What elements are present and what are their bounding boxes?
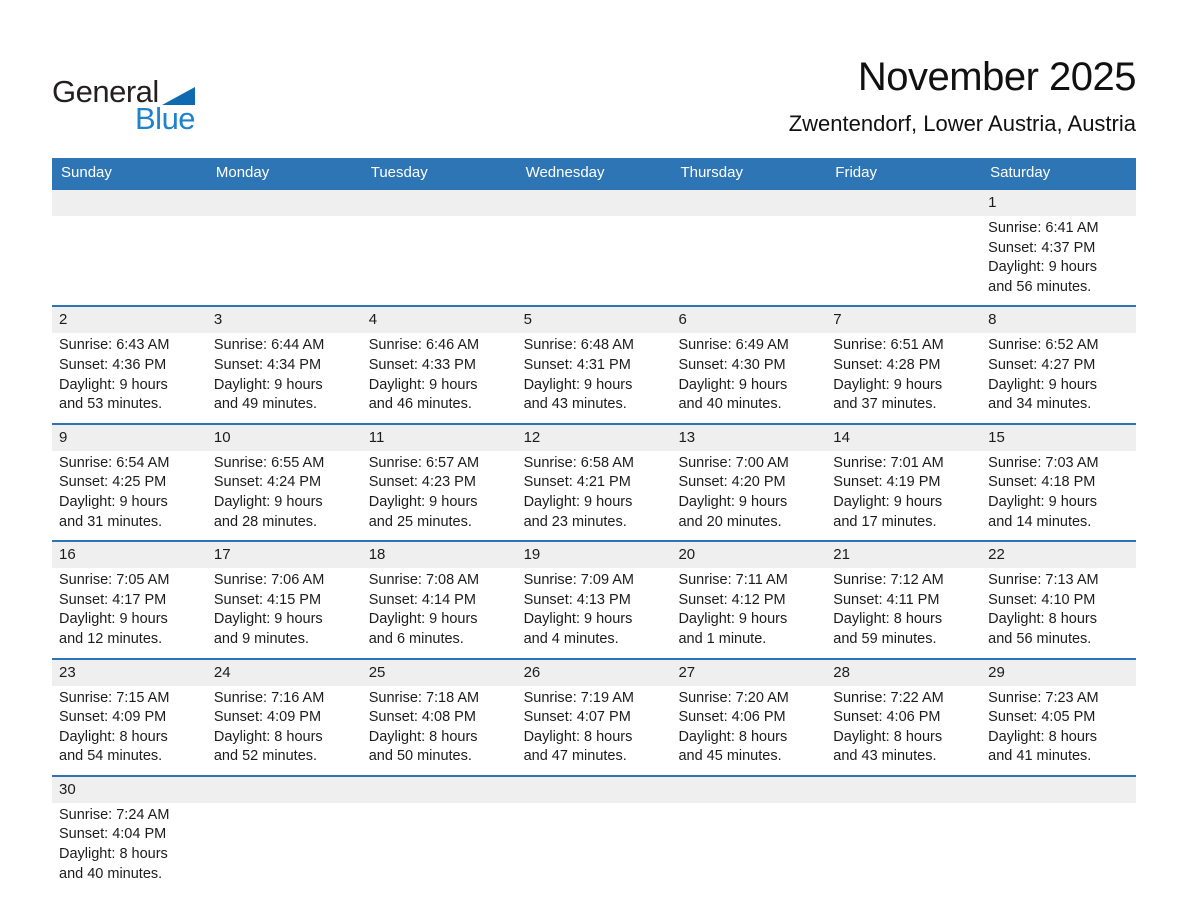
- daylight-text-line1: Daylight: 9 hours: [523, 493, 633, 510]
- day-number: 18: [368, 546, 386, 564]
- empty-day-cell: [362, 803, 517, 892]
- daylight-text-line2: and 23 minutes.: [523, 513, 627, 530]
- daylight-text-line1: Daylight: 9 hours: [988, 376, 1097, 393]
- day-number: 15: [988, 428, 1005, 446]
- day-number-strip: [52, 660, 1136, 686]
- sunrise-text: Sunrise: 6:57 AM: [368, 454, 480, 471]
- daylight-text-line1: Daylight: 9 hours: [213, 611, 323, 628]
- sunrise-text: Sunrise: 7:06 AM: [213, 572, 325, 589]
- daylight-text-line2: and 12 minutes.: [59, 630, 163, 647]
- daylight-text-line2: and 41 minutes.: [988, 748, 1092, 765]
- empty-day-cell: [207, 216, 362, 305]
- sunset-text: Sunset: 4:25 PM: [59, 474, 167, 491]
- sunset-text: Sunset: 4:27 PM: [988, 356, 1096, 373]
- sunset-text: Sunset: 4:04 PM: [59, 826, 167, 843]
- day-cell: [517, 568, 672, 657]
- day-number: 29: [988, 663, 1005, 681]
- day-number: 25: [368, 663, 386, 681]
- daylight-text-line1: Daylight: 8 hours: [988, 728, 1097, 745]
- day-number: 7: [833, 311, 842, 329]
- sunrise-text: Sunrise: 7:22 AM: [833, 689, 944, 706]
- daylight-text-line2: and 56 minutes.: [988, 630, 1092, 647]
- daylight-text-line1: Daylight: 9 hours: [988, 493, 1097, 510]
- day-cell: [52, 333, 207, 422]
- sunset-text: Sunset: 4:24 PM: [213, 474, 322, 491]
- daylight-text-line2: and 40 minutes.: [59, 865, 163, 882]
- daylight-text-line2: and 20 minutes.: [678, 513, 782, 530]
- day-cell: [207, 451, 362, 540]
- day-cell: [981, 451, 1136, 540]
- empty-day-cell: [517, 216, 672, 305]
- sunrise-text: Sunrise: 6:55 AM: [213, 454, 325, 471]
- empty-day-cell: [517, 803, 672, 892]
- sunset-text: Sunset: 4:21 PM: [523, 474, 631, 491]
- empty-day-cell: [826, 803, 981, 892]
- sunrise-text: Sunrise: 7:01 AM: [833, 454, 944, 471]
- day-number: 27: [678, 663, 696, 681]
- daylight-text-line1: Daylight: 9 hours: [59, 376, 168, 393]
- sunset-text: Sunset: 4:10 PM: [988, 591, 1096, 608]
- day-number: 10: [213, 428, 231, 446]
- empty-day-number: [517, 190, 672, 216]
- daylight-text-line1: Daylight: 8 hours: [368, 728, 478, 745]
- day-number: 22: [988, 546, 1005, 564]
- daylight-text-line1: Daylight: 9 hours: [523, 611, 633, 628]
- week-cells: [52, 451, 1136, 540]
- day-cell: [826, 686, 981, 775]
- daylight-text-line1: Daylight: 9 hours: [678, 611, 788, 628]
- week-row: [52, 423, 1136, 540]
- daylight-text-line2: and 54 minutes.: [59, 748, 163, 765]
- sunset-text: Sunset: 4:09 PM: [213, 709, 322, 726]
- day-cell: [981, 333, 1136, 422]
- daylight-text-line2: and 25 minutes.: [368, 513, 472, 530]
- empty-day-number: [207, 777, 362, 803]
- empty-day-number: [207, 190, 362, 216]
- day-cell: [981, 686, 1136, 775]
- logo-text-general: General: [52, 74, 159, 109]
- sunset-text: Sunset: 4:07 PM: [523, 709, 631, 726]
- sunset-text: Sunset: 4:28 PM: [833, 356, 941, 373]
- daylight-text-line1: Daylight: 9 hours: [59, 493, 168, 510]
- day-number: 11: [368, 428, 385, 446]
- day-cell: [517, 451, 672, 540]
- day-cell: [52, 686, 207, 775]
- daylight-text-line1: Daylight: 9 hours: [523, 376, 633, 393]
- sunset-text: Sunset: 4:17 PM: [59, 591, 167, 608]
- day-cell: [671, 568, 826, 657]
- day-number-strip: [52, 307, 1136, 333]
- day-number-strip: [52, 777, 1136, 803]
- sunrise-text: Sunrise: 6:52 AM: [988, 337, 1099, 354]
- weekday-header-sunday: Sunday: [61, 164, 112, 181]
- day-number: 30: [59, 780, 76, 798]
- sunrise-text: Sunrise: 7:19 AM: [523, 689, 634, 706]
- sunset-text: Sunset: 4:09 PM: [59, 709, 167, 726]
- day-number: 26: [523, 663, 541, 681]
- empty-day-number: [671, 190, 826, 216]
- day-cell: [362, 333, 517, 422]
- sunrise-text: Sunrise: 7:12 AM: [833, 572, 944, 589]
- daylight-text-line1: Daylight: 8 hours: [988, 611, 1097, 628]
- day-number: 6: [678, 311, 687, 329]
- week-cells: [52, 568, 1136, 657]
- sunset-text: Sunset: 4:30 PM: [678, 356, 786, 373]
- sunrise-text: Sunrise: 7:23 AM: [988, 689, 1099, 706]
- general-blue-logo: [52, 76, 195, 134]
- daylight-text-line2: and 6 minutes.: [368, 630, 464, 647]
- sunset-text: Sunset: 4:05 PM: [988, 709, 1096, 726]
- day-number: 28: [833, 663, 850, 681]
- day-cell: [826, 568, 981, 657]
- day-cell: [207, 333, 362, 422]
- daylight-text-line2: and 34 minutes.: [988, 396, 1092, 413]
- sunset-text: Sunset: 4:06 PM: [833, 709, 941, 726]
- sunrise-text: Sunrise: 6:49 AM: [678, 337, 789, 354]
- day-cell: [981, 216, 1136, 305]
- page-title: November 2025: [857, 55, 1136, 99]
- day-cell: [52, 568, 207, 657]
- day-number: 17: [213, 546, 231, 564]
- sunset-text: Sunset: 4:37 PM: [988, 239, 1096, 256]
- week-cells: [52, 216, 1136, 305]
- empty-day-number: [52, 190, 207, 216]
- weekday-header-saturday: Saturday: [990, 164, 1051, 181]
- daylight-text-line1: Daylight: 8 hours: [213, 728, 323, 745]
- daylight-text-line1: Daylight: 8 hours: [678, 728, 788, 745]
- week-cells: [52, 803, 1136, 892]
- week-row: [52, 305, 1136, 422]
- daylight-text-line2: and 28 minutes.: [213, 513, 318, 530]
- day-cell: [826, 451, 981, 540]
- empty-day-cell: [362, 216, 517, 305]
- empty-day-cell: [52, 216, 207, 305]
- sunset-text: Sunset: 4:23 PM: [368, 474, 476, 491]
- day-cell: [981, 568, 1136, 657]
- weekday-header-tuesday: Tuesday: [370, 164, 428, 181]
- calendar-table: [52, 158, 1136, 892]
- daylight-text-line1: Daylight: 8 hours: [523, 728, 633, 745]
- title-block: [789, 55, 1136, 137]
- day-number-strip: [52, 190, 1136, 216]
- daylight-text-line1: Daylight: 9 hours: [59, 611, 168, 628]
- sunset-text: Sunset: 4:20 PM: [678, 474, 786, 491]
- day-cell: [517, 686, 672, 775]
- daylight-text-line1: Daylight: 9 hours: [368, 611, 478, 628]
- daylight-text-line2: and 52 minutes.: [213, 748, 318, 765]
- empty-day-cell: [207, 803, 362, 892]
- sunrise-text: Sunrise: 7:03 AM: [988, 454, 1099, 471]
- day-cell: [671, 333, 826, 422]
- day-cell: [362, 568, 517, 657]
- day-cell: [52, 451, 207, 540]
- empty-day-cell: [671, 803, 826, 892]
- day-number: 5: [523, 311, 532, 329]
- sunset-text: Sunset: 4:19 PM: [833, 474, 941, 491]
- sunrise-text: Sunrise: 7:08 AM: [368, 572, 480, 589]
- sunrise-text: Sunrise: 6:51 AM: [833, 337, 944, 354]
- sunrise-text: Sunrise: 6:41 AM: [988, 220, 1099, 236]
- page-subtitle: Zwentendorf, Lower Austria, Austria: [788, 111, 1136, 136]
- sunrise-text: Sunrise: 6:54 AM: [59, 454, 170, 471]
- daylight-text-line1: Daylight: 8 hours: [833, 728, 943, 745]
- day-number: 8: [988, 311, 997, 329]
- daylight-text-line2: and 9 minutes.: [213, 630, 309, 647]
- day-number: 3: [213, 311, 223, 329]
- daylight-text-line2: and 43 minutes.: [523, 396, 627, 413]
- day-number: 2: [59, 311, 68, 329]
- day-number: 20: [678, 546, 696, 564]
- sunset-text: Sunset: 4:33 PM: [368, 356, 476, 373]
- day-number: 19: [523, 546, 541, 564]
- daylight-text-line2: and 56 minutes.: [988, 278, 1092, 295]
- weekday-header-thursday: Thursday: [680, 164, 743, 181]
- day-number-strip: [52, 542, 1136, 568]
- day-number: 24: [213, 663, 231, 681]
- daylight-text-line2: and 14 minutes.: [988, 513, 1092, 530]
- day-cell: [207, 686, 362, 775]
- daylight-text-line2: and 1 minute.: [678, 630, 767, 647]
- sunset-text: Sunset: 4:06 PM: [678, 709, 786, 726]
- daylight-text-line2: and 37 minutes.: [833, 396, 937, 413]
- sunrise-text: Sunrise: 6:48 AM: [523, 337, 634, 354]
- day-cell: [826, 333, 981, 422]
- sunset-text: Sunset: 4:18 PM: [988, 474, 1096, 491]
- day-number: 13: [678, 428, 696, 446]
- day-cell: [671, 686, 826, 775]
- daylight-text-line2: and 53 minutes.: [59, 396, 163, 413]
- daylight-text-line1: Daylight: 9 hours: [678, 376, 788, 393]
- week-row: [52, 188, 1136, 305]
- day-number: 23: [59, 663, 76, 681]
- daylight-text-line1: Daylight: 9 hours: [368, 493, 478, 510]
- day-cell: [207, 568, 362, 657]
- week-row: [52, 775, 1136, 892]
- daylight-text-line2: and 45 minutes.: [678, 748, 782, 765]
- daylight-text-line1: Daylight: 9 hours: [833, 493, 943, 510]
- day-number-strip: [52, 425, 1136, 451]
- day-cell: [671, 451, 826, 540]
- sunrise-text: Sunrise: 7:24 AM: [59, 806, 170, 823]
- sunrise-text: Sunrise: 7:20 AM: [678, 689, 789, 706]
- sunrise-text: Sunrise: 6:44 AM: [213, 337, 325, 354]
- daylight-text-line1: Daylight: 9 hours: [368, 376, 478, 393]
- daylight-text-line1: Daylight: 8 hours: [59, 846, 168, 863]
- sunrise-text: Sunrise: 6:46 AM: [368, 337, 480, 354]
- week-cells: [52, 686, 1136, 775]
- day-cell: [517, 333, 672, 422]
- day-cell: [52, 803, 207, 892]
- week-cells: [52, 333, 1136, 422]
- daylight-text-line2: and 59 minutes.: [833, 630, 937, 647]
- calendar-grid: [52, 188, 1136, 892]
- daylight-text-line2: and 46 minutes.: [368, 396, 472, 413]
- daylight-text-line1: Daylight: 9 hours: [988, 259, 1097, 276]
- daylight-text-line2: and 47 minutes.: [523, 748, 627, 765]
- week-row: [52, 658, 1136, 775]
- sunrise-text: Sunrise: 7:18 AM: [368, 689, 480, 706]
- weekday-header-wednesday: Wednesday: [525, 164, 605, 181]
- day-cell: [362, 686, 517, 775]
- sunrise-text: Sunrise: 6:43 AM: [59, 337, 170, 354]
- weekday-header-row: [52, 158, 1136, 188]
- sunrise-text: Sunrise: 6:58 AM: [523, 454, 634, 471]
- daylight-text-line2: and 43 minutes.: [833, 748, 937, 765]
- weekday-header-monday: Monday: [215, 164, 270, 181]
- logo-text-blue: Blue: [135, 101, 196, 136]
- daylight-text-line1: Daylight: 8 hours: [59, 728, 168, 745]
- sunrise-text: Sunrise: 7:13 AM: [988, 572, 1099, 589]
- daylight-text-line2: and 40 minutes.: [678, 396, 782, 413]
- sunset-text: Sunset: 4:31 PM: [523, 356, 631, 373]
- daylight-text-line1: Daylight: 8 hours: [833, 611, 943, 628]
- sunset-text: Sunset: 4:36 PM: [59, 356, 167, 373]
- daylight-text-line2: and 31 minutes.: [59, 513, 163, 530]
- sunset-text: Sunset: 4:15 PM: [213, 591, 322, 608]
- sunset-text: Sunset: 4:14 PM: [368, 591, 476, 608]
- empty-day-number: [517, 777, 672, 803]
- empty-day-number: [826, 190, 981, 216]
- empty-day-number: [362, 777, 517, 803]
- daylight-text-line1: Daylight: 9 hours: [678, 493, 788, 510]
- sunrise-text: Sunrise: 7:11 AM: [678, 572, 788, 589]
- daylight-text-line1: Daylight: 9 hours: [213, 376, 323, 393]
- daylight-text-line1: Daylight: 9 hours: [833, 376, 943, 393]
- week-row: [52, 540, 1136, 657]
- day-number: 21: [833, 546, 850, 564]
- daylight-text-line2: and 4 minutes.: [523, 630, 619, 647]
- empty-day-cell: [671, 216, 826, 305]
- sunrise-text: Sunrise: 7:05 AM: [59, 572, 170, 589]
- day-cell: [362, 451, 517, 540]
- day-number: 9: [59, 428, 68, 446]
- empty-day-number: [671, 777, 826, 803]
- weekday-header-friday: Friday: [835, 164, 877, 181]
- sunset-text: Sunset: 4:12 PM: [678, 591, 786, 608]
- sunset-text: Sunset: 4:34 PM: [213, 356, 322, 373]
- day-number: 12: [523, 428, 541, 446]
- sunset-text: Sunset: 4:13 PM: [523, 591, 631, 608]
- daylight-text-line2: and 49 minutes.: [213, 396, 318, 413]
- sunrise-text: Sunrise: 7:00 AM: [678, 454, 789, 471]
- empty-day-number: [362, 190, 517, 216]
- sunset-text: Sunset: 4:11 PM: [833, 591, 940, 608]
- day-number: 14: [833, 428, 850, 446]
- day-number: 16: [59, 546, 76, 564]
- empty-day-number: [981, 777, 1136, 803]
- sunrise-text: Sunrise: 7:15 AM: [59, 689, 170, 706]
- sunrise-text: Sunrise: 7:09 AM: [523, 572, 634, 589]
- empty-day-number: [826, 777, 981, 803]
- daylight-text-line1: Daylight: 9 hours: [213, 493, 323, 510]
- sunset-text: Sunset: 4:08 PM: [368, 709, 476, 726]
- daylight-text-line2: and 17 minutes.: [833, 513, 937, 530]
- sunrise-text: Sunrise: 7:16 AM: [213, 689, 325, 706]
- empty-day-cell: [826, 216, 981, 305]
- day-number: 4: [368, 311, 378, 329]
- daylight-text-line2: and 50 minutes.: [368, 748, 472, 765]
- empty-day-cell: [981, 803, 1136, 892]
- day-number: 1: [988, 194, 997, 211]
